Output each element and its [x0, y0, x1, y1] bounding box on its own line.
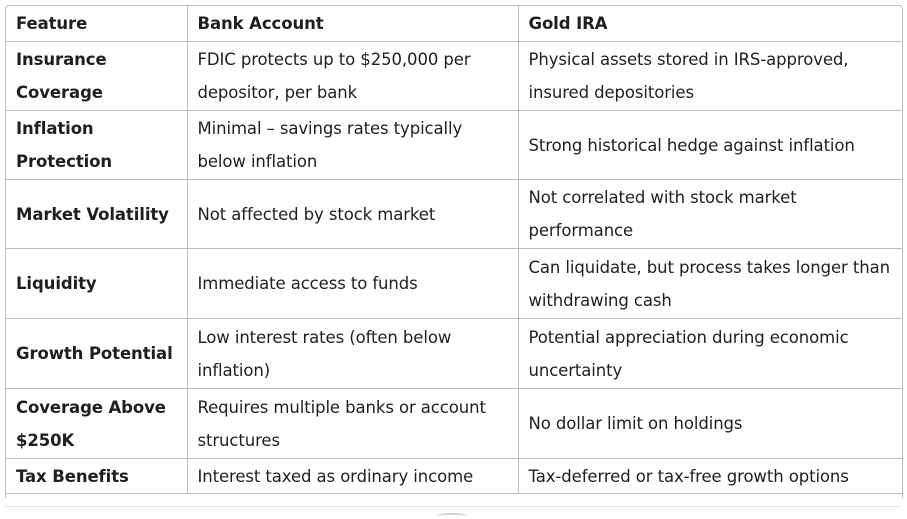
gold-cell: Not correlated with stock market performance: [518, 180, 902, 249]
feature-cell: Tax Benefits: [6, 459, 187, 494]
gold-cell: Strong historical hedge against inflation: [518, 111, 902, 180]
bank-cell: Low interest rates (often below inflation): [187, 319, 518, 389]
header-gold-ira: Gold IRA: [518, 6, 902, 42]
feature-cell: Insurance Coverage: [6, 42, 187, 111]
header-bank-account: Bank Account: [187, 6, 518, 42]
table-row: [6, 319, 902, 389]
table-header-row: [6, 6, 902, 42]
feature-cell: Liquidity: [6, 249, 187, 319]
table-row: [6, 42, 902, 111]
scroll-down-indicator[interactable]: [437, 513, 467, 519]
feature-cell: Market Volatility: [6, 180, 187, 249]
table-row: [6, 249, 902, 319]
table-row: [6, 389, 902, 459]
table-row: [6, 111, 902, 180]
bank-cell: Immediate access to funds: [187, 249, 518, 319]
header-feature: Feature: [6, 6, 187, 42]
gold-cell: Tax-deferred or tax-free growth options: [518, 459, 902, 494]
gold-cell: Physical assets stored in IRS-approved, insured depositories: [518, 42, 902, 111]
gold-cell: Can liquidate, but process takes longer than withdrawing cash: [518, 249, 902, 319]
feature-cell: Inflation Protection: [6, 111, 187, 180]
table-row: [6, 459, 902, 494]
comparison-table-container[interactable]: [5, 5, 903, 498]
bank-cell: Interest taxed as ordinary income: [187, 459, 518, 494]
bank-cell: Minimal – savings rates typically below inflation: [187, 111, 518, 180]
comparison-table: [6, 6, 902, 494]
gold-cell: No dollar limit on holdings: [518, 389, 902, 459]
feature-cell: Coverage Above $250K: [6, 389, 187, 459]
bank-cell: Not affected by stock market: [187, 180, 518, 249]
table-row: [6, 180, 902, 249]
bank-cell: FDIC protects up to $250,000 per depositor, per bank: [187, 42, 518, 111]
bank-cell: Requires multiple banks or account structures: [187, 389, 518, 459]
feature-cell: Growth Potential: [6, 319, 187, 389]
gold-cell: Potential appreciation during economic uncertainty: [518, 319, 902, 389]
